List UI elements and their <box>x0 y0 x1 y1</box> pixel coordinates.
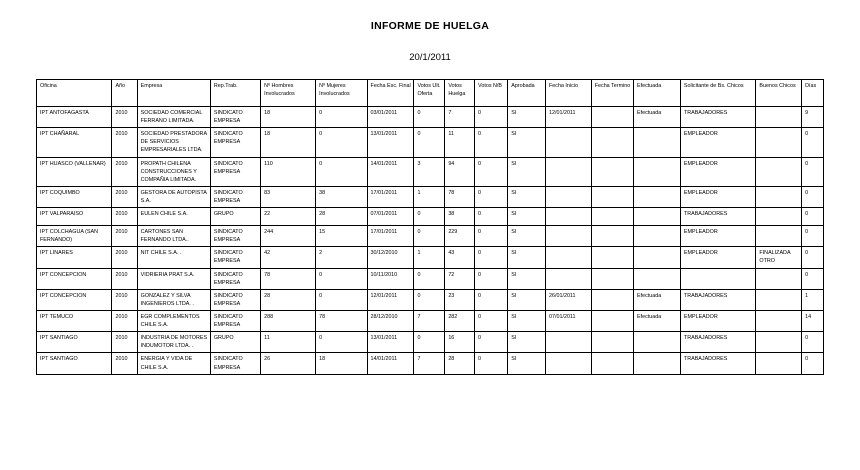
cell-solicitante: TRABAJADORES <box>680 332 755 353</box>
cell-votos-nb: 0 <box>475 128 508 157</box>
cell-rep-trab: GRUPO <box>210 208 260 226</box>
cell-efectuada: Efectuada <box>634 310 681 331</box>
column-header-buenos-chicos: Buenos Chicos <box>756 80 802 107</box>
cell-votos-nb: 0 <box>475 332 508 353</box>
cell-dias: 0 <box>802 332 824 353</box>
column-header-anio: Año <box>112 80 137 107</box>
cell-oficina: IPT SANTIAGO <box>37 353 112 374</box>
cell-dias: 0 <box>802 128 824 157</box>
cell-aprobada: SI <box>508 353 546 374</box>
cell-anio: 2010 <box>112 289 137 310</box>
cell-votos-ult-oferta: 0 <box>414 208 445 226</box>
cell-oficina: IPT COQUIMBO <box>37 186 112 207</box>
table-row <box>37 186 824 207</box>
cell-votos-huelga: 229 <box>445 226 475 247</box>
cell-rep-trab: SINDICATO EMPRESA <box>210 128 260 157</box>
cell-anio: 2010 <box>112 128 137 157</box>
column-header-rep-trab: Rep.Trab. <box>210 80 260 107</box>
cell-oficina: IPT HUASCO (VALLENAR) <box>37 157 112 186</box>
cell-anio: 2010 <box>112 226 137 247</box>
cell-efectuada <box>634 208 681 226</box>
cell-oficina: IPT ANTOFAGASTA <box>37 107 112 128</box>
cell-hombres: 110 <box>261 157 316 186</box>
cell-efectuada <box>634 226 681 247</box>
cell-oficina: IPT TEMUCO <box>37 310 112 331</box>
cell-fecha-termino <box>591 208 633 226</box>
cell-fecha-esc-final: 13/01/2011 <box>367 128 414 157</box>
column-header-votos-huelga: Votos Huelga <box>445 80 475 107</box>
cell-mujeres: 0 <box>316 128 367 157</box>
cell-fecha-termino <box>591 247 633 268</box>
cell-fecha-esc-final: 14/01/2011 <box>367 353 414 374</box>
cell-rep-trab: SINDICATO EMPRESA <box>210 157 260 186</box>
cell-aprobada: SI <box>508 332 546 353</box>
cell-fecha-esc-final: 30/12/2010 <box>367 247 414 268</box>
cell-hombres: 26 <box>261 353 316 374</box>
cell-buenos-chicos <box>756 186 802 207</box>
cell-fecha-inicio <box>545 247 591 268</box>
cell-oficina: IPT COLCHAGUA (SAN FERNANDO) <box>37 226 112 247</box>
cell-fecha-inicio <box>545 353 591 374</box>
cell-hombres: 244 <box>261 226 316 247</box>
table-row <box>37 310 824 331</box>
cell-empresa: VIDRIERIA PRAT S.A. <box>137 268 210 289</box>
cell-fecha-termino <box>591 353 633 374</box>
cell-mujeres: 2 <box>316 247 367 268</box>
cell-fecha-esc-final: 12/01/2011 <box>367 289 414 310</box>
column-header-efectuada: Efectuada <box>634 80 681 107</box>
cell-oficina: IPT CONCEPCION <box>37 289 112 310</box>
cell-votos-ult-oferta: 0 <box>414 107 445 128</box>
cell-aprobada: SI <box>508 310 546 331</box>
cell-hombres: 28 <box>261 289 316 310</box>
cell-mujeres: 15 <box>316 226 367 247</box>
cell-anio: 2010 <box>112 107 137 128</box>
column-header-fecha-termino: Fecha Termino <box>591 80 633 107</box>
cell-votos-ult-oferta: 0 <box>414 226 445 247</box>
cell-anio: 2010 <box>112 332 137 353</box>
cell-solicitante: EMPLEADOR <box>680 157 755 186</box>
cell-votos-nb: 0 <box>475 247 508 268</box>
cell-empresa: EULEN CHILE S.A. <box>137 208 210 226</box>
cell-votos-nb: 0 <box>475 353 508 374</box>
cell-fecha-inicio <box>545 208 591 226</box>
cell-fecha-inicio <box>545 226 591 247</box>
cell-votos-huelga: 94 <box>445 157 475 186</box>
column-header-votos-ult-oferta: Votos Ult. Oferta <box>414 80 445 107</box>
table-row <box>37 289 824 310</box>
cell-dias: 1 <box>802 289 824 310</box>
cell-hombres: 42 <box>261 247 316 268</box>
cell-aprobada: SI <box>508 247 546 268</box>
cell-fecha-termino <box>591 186 633 207</box>
cell-efectuada <box>634 247 681 268</box>
cell-votos-huelga: 23 <box>445 289 475 310</box>
table-body <box>37 107 824 375</box>
cell-fecha-termino <box>591 226 633 247</box>
cell-efectuada <box>634 186 681 207</box>
cell-fecha-inicio: 12/01/2011 <box>545 107 591 128</box>
cell-buenos-chicos <box>756 310 802 331</box>
report-page <box>0 20 860 470</box>
cell-solicitante: TRABAJADORES <box>680 353 755 374</box>
column-header-oficina: Oficina <box>37 80 112 107</box>
cell-fecha-inicio <box>545 332 591 353</box>
cell-votos-ult-oferta: 0 <box>414 332 445 353</box>
cell-fecha-esc-final: 17/01/2011 <box>367 186 414 207</box>
cell-anio: 2010 <box>112 157 137 186</box>
cell-mujeres: 0 <box>316 268 367 289</box>
table-row <box>37 268 824 289</box>
cell-hombres: 11 <box>261 332 316 353</box>
cell-buenos-chicos <box>756 107 802 128</box>
cell-empresa: EGR COMPLEMENTOS CHILE S.A. <box>137 310 210 331</box>
table-row <box>37 226 824 247</box>
cell-dias: 0 <box>802 157 824 186</box>
cell-fecha-termino <box>591 310 633 331</box>
cell-rep-trab: SINDICATO EMPRESA <box>210 268 260 289</box>
cell-oficina: IPT CHAÑARAL <box>37 128 112 157</box>
cell-buenos-chicos: FINALIZADA OTRO <box>756 247 802 268</box>
cell-efectuada: Efectuada <box>634 107 681 128</box>
report-date: 20/1/2011 <box>409 52 451 63</box>
cell-fecha-inicio: 26/01/2011 <box>545 289 591 310</box>
column-header-mujeres: Nº Mujeres Involucrados <box>316 80 367 107</box>
cell-votos-ult-oferta: 7 <box>414 310 445 331</box>
cell-dias: 0 <box>802 186 824 207</box>
cell-votos-huelga: 43 <box>445 247 475 268</box>
cell-votos-nb: 0 <box>475 107 508 128</box>
cell-buenos-chicos <box>756 226 802 247</box>
cell-rep-trab: SINDICATO EMPRESA <box>210 247 260 268</box>
cell-hombres: 83 <box>261 186 316 207</box>
cell-votos-ult-oferta: 0 <box>414 289 445 310</box>
table-row <box>37 247 824 268</box>
cell-rep-trab: SINDICATO EMPRESA <box>210 107 260 128</box>
cell-empresa: GONZALEZ Y SILVA INGENIEROS LTDA. . <box>137 289 210 310</box>
cell-votos-nb: 0 <box>475 157 508 186</box>
cell-votos-ult-oferta: 1 <box>414 186 445 207</box>
cell-efectuada <box>634 268 681 289</box>
cell-aprobada: SI <box>508 107 546 128</box>
cell-fecha-inicio <box>545 268 591 289</box>
cell-efectuada <box>634 353 681 374</box>
cell-buenos-chicos <box>756 353 802 374</box>
cell-buenos-chicos <box>756 332 802 353</box>
cell-hombres: 78 <box>261 268 316 289</box>
cell-mujeres: 0 <box>316 107 367 128</box>
cell-efectuada <box>634 128 681 157</box>
cell-efectuada <box>634 157 681 186</box>
cell-fecha-esc-final: 17/01/2011 <box>367 226 414 247</box>
cell-oficina: IPT SANTIAGO <box>37 332 112 353</box>
cell-oficina: IPT VALPARAISO <box>37 208 112 226</box>
cell-efectuada <box>634 332 681 353</box>
cell-hombres: 22 <box>261 208 316 226</box>
cell-empresa: PROPATH CHILENA CONSTRUCCIONES Y COMPAÑIA LIMITADA. <box>137 157 210 186</box>
cell-fecha-inicio: 07/01/2011 <box>545 310 591 331</box>
column-header-dias: Días <box>802 80 824 107</box>
cell-fecha-inicio <box>545 157 591 186</box>
cell-anio: 2010 <box>112 247 137 268</box>
cell-fecha-termino <box>591 128 633 157</box>
cell-fecha-termino <box>591 289 633 310</box>
cell-buenos-chicos <box>756 128 802 157</box>
cell-solicitante <box>680 268 755 289</box>
cell-mujeres: 0 <box>316 157 367 186</box>
cell-fecha-inicio <box>545 128 591 157</box>
cell-votos-huelga: 16 <box>445 332 475 353</box>
cell-votos-nb: 0 <box>475 186 508 207</box>
cell-aprobada: SI <box>508 226 546 247</box>
table-row <box>37 157 824 186</box>
table-row <box>37 208 824 226</box>
cell-anio: 2010 <box>112 208 137 226</box>
cell-mujeres: 0 <box>316 289 367 310</box>
cell-dias: 0 <box>802 268 824 289</box>
column-header-aprobada: Aprobada <box>508 80 546 107</box>
huelga-report-table <box>36 79 824 375</box>
cell-anio: 2010 <box>112 186 137 207</box>
cell-oficina: IPT LINARES <box>37 247 112 268</box>
cell-aprobada: SI <box>508 186 546 207</box>
column-header-votos-nb: Votos N/B <box>475 80 508 107</box>
cell-hombres: 288 <box>261 310 316 331</box>
cell-fecha-esc-final: 10/11/2010 <box>367 268 414 289</box>
cell-votos-nb: 0 <box>475 208 508 226</box>
cell-empresa: GESTORA DE AUTOPISTA S.A. <box>137 186 210 207</box>
page-title: INFORME DE HUELGA <box>370 20 490 32</box>
column-header-solicitante: Solicitante de Bs. Chicos <box>680 80 755 107</box>
cell-fecha-termino <box>591 107 633 128</box>
cell-votos-nb: 0 <box>475 289 508 310</box>
cell-efectuada: Efectuada <box>634 289 681 310</box>
cell-solicitante: EMPLEADOR <box>680 226 755 247</box>
cell-votos-ult-oferta: 0 <box>414 128 445 157</box>
cell-votos-huelga: 7 <box>445 107 475 128</box>
cell-solicitante: EMPLEADOR <box>680 128 755 157</box>
cell-fecha-termino <box>591 268 633 289</box>
cell-dias: 9 <box>802 107 824 128</box>
cell-empresa: INDUSTRIA DE MOTORES INDUMOTOR LTDA. . <box>137 332 210 353</box>
cell-votos-ult-oferta: 3 <box>414 157 445 186</box>
cell-dias: 0 <box>802 208 824 226</box>
table-container <box>36 79 824 375</box>
cell-dias: 0 <box>802 247 824 268</box>
cell-aprobada: SI <box>508 157 546 186</box>
cell-rep-trab: SINDICATO EMPRESA <box>210 186 260 207</box>
column-header-empresa: Empresa <box>137 80 210 107</box>
table-row <box>37 332 824 353</box>
cell-solicitante: TRABAJADORES <box>680 208 755 226</box>
cell-votos-huelga: 282 <box>445 310 475 331</box>
cell-votos-ult-oferta: 1 <box>414 247 445 268</box>
table-row <box>37 353 824 374</box>
cell-votos-huelga: 38 <box>445 208 475 226</box>
cell-rep-trab: SINDICATO EMPRESA <box>210 289 260 310</box>
cell-mujeres: 0 <box>316 332 367 353</box>
cell-votos-ult-oferta: 7 <box>414 353 445 374</box>
cell-solicitante: TRABAJADORES <box>680 289 755 310</box>
cell-anio: 2010 <box>112 268 137 289</box>
cell-votos-huelga: 28 <box>445 353 475 374</box>
cell-aprobada: SI <box>508 128 546 157</box>
cell-buenos-chicos <box>756 157 802 186</box>
cell-fecha-esc-final: 13/01/2011 <box>367 332 414 353</box>
cell-empresa: SOCIEDAD COMERCIAL FERRANO LIMITADA. <box>137 107 210 128</box>
cell-empresa: NIT CHILE S.A. . <box>137 247 210 268</box>
cell-hombres: 18 <box>261 107 316 128</box>
cell-mujeres: 18 <box>316 353 367 374</box>
cell-empresa: ENERGIA Y VIDA DE CHILE S.A. <box>137 353 210 374</box>
cell-votos-huelga: 11 <box>445 128 475 157</box>
cell-fecha-termino <box>591 157 633 186</box>
cell-dias: 0 <box>802 226 824 247</box>
cell-votos-ult-oferta: 0 <box>414 268 445 289</box>
cell-rep-trab: GRUPO <box>210 332 260 353</box>
cell-mujeres: 28 <box>316 208 367 226</box>
cell-mujeres: 78 <box>316 310 367 331</box>
cell-votos-nb: 0 <box>475 310 508 331</box>
cell-fecha-esc-final: 28/12/2010 <box>367 310 414 331</box>
cell-votos-nb: 0 <box>475 268 508 289</box>
cell-fecha-esc-final: 14/01/2011 <box>367 157 414 186</box>
cell-hombres: 18 <box>261 128 316 157</box>
cell-rep-trab: SINDICATO EMPRESA <box>210 353 260 374</box>
cell-fecha-esc-final: 03/01/2011 <box>367 107 414 128</box>
cell-votos-huelga: 72 <box>445 268 475 289</box>
cell-fecha-inicio <box>545 186 591 207</box>
cell-votos-nb: 0 <box>475 226 508 247</box>
cell-dias: 0 <box>802 353 824 374</box>
cell-aprobada: SI <box>508 268 546 289</box>
cell-votos-huelga: 78 <box>445 186 475 207</box>
cell-solicitante: TRABAJADORES <box>680 107 755 128</box>
column-header-fecha-inicio: Fecha Inicio <box>545 80 591 107</box>
cell-fecha-esc-final: 07/01/2011 <box>367 208 414 226</box>
cell-empresa: SOCIEDAD PRESTADORA DE SERVICIOS EMPRESARIALES LTDA. <box>137 128 210 157</box>
cell-oficina: IPT CONCEPCION <box>37 268 112 289</box>
cell-aprobada: SI <box>508 289 546 310</box>
table-row <box>37 107 824 128</box>
cell-buenos-chicos <box>756 289 802 310</box>
cell-dias: 14 <box>802 310 824 331</box>
cell-solicitante: EMPLEADOR <box>680 186 755 207</box>
table-header-row <box>37 80 824 107</box>
cell-buenos-chicos <box>756 208 802 226</box>
cell-empresa: CARTONES SAN FERNANDO LTDA.. <box>137 226 210 247</box>
table-row <box>37 128 824 157</box>
cell-anio: 2010 <box>112 310 137 331</box>
column-header-fecha-esc-final: Fecha Esc. Final <box>367 80 414 107</box>
cell-solicitante: EMPLEADOR <box>680 310 755 331</box>
cell-anio: 2010 <box>112 353 137 374</box>
cell-fecha-termino <box>591 332 633 353</box>
table-header <box>37 80 824 107</box>
column-header-hombres: Nº Hombres Involucrados <box>261 80 316 107</box>
cell-aprobada: SI <box>508 208 546 226</box>
cell-rep-trab: SINDICATO EMPRESA <box>210 226 260 247</box>
cell-rep-trab: SINDICATO EMPRESA <box>210 310 260 331</box>
cell-solicitante: EMPLEADOR <box>680 247 755 268</box>
cell-mujeres: 38 <box>316 186 367 207</box>
cell-buenos-chicos <box>756 268 802 289</box>
